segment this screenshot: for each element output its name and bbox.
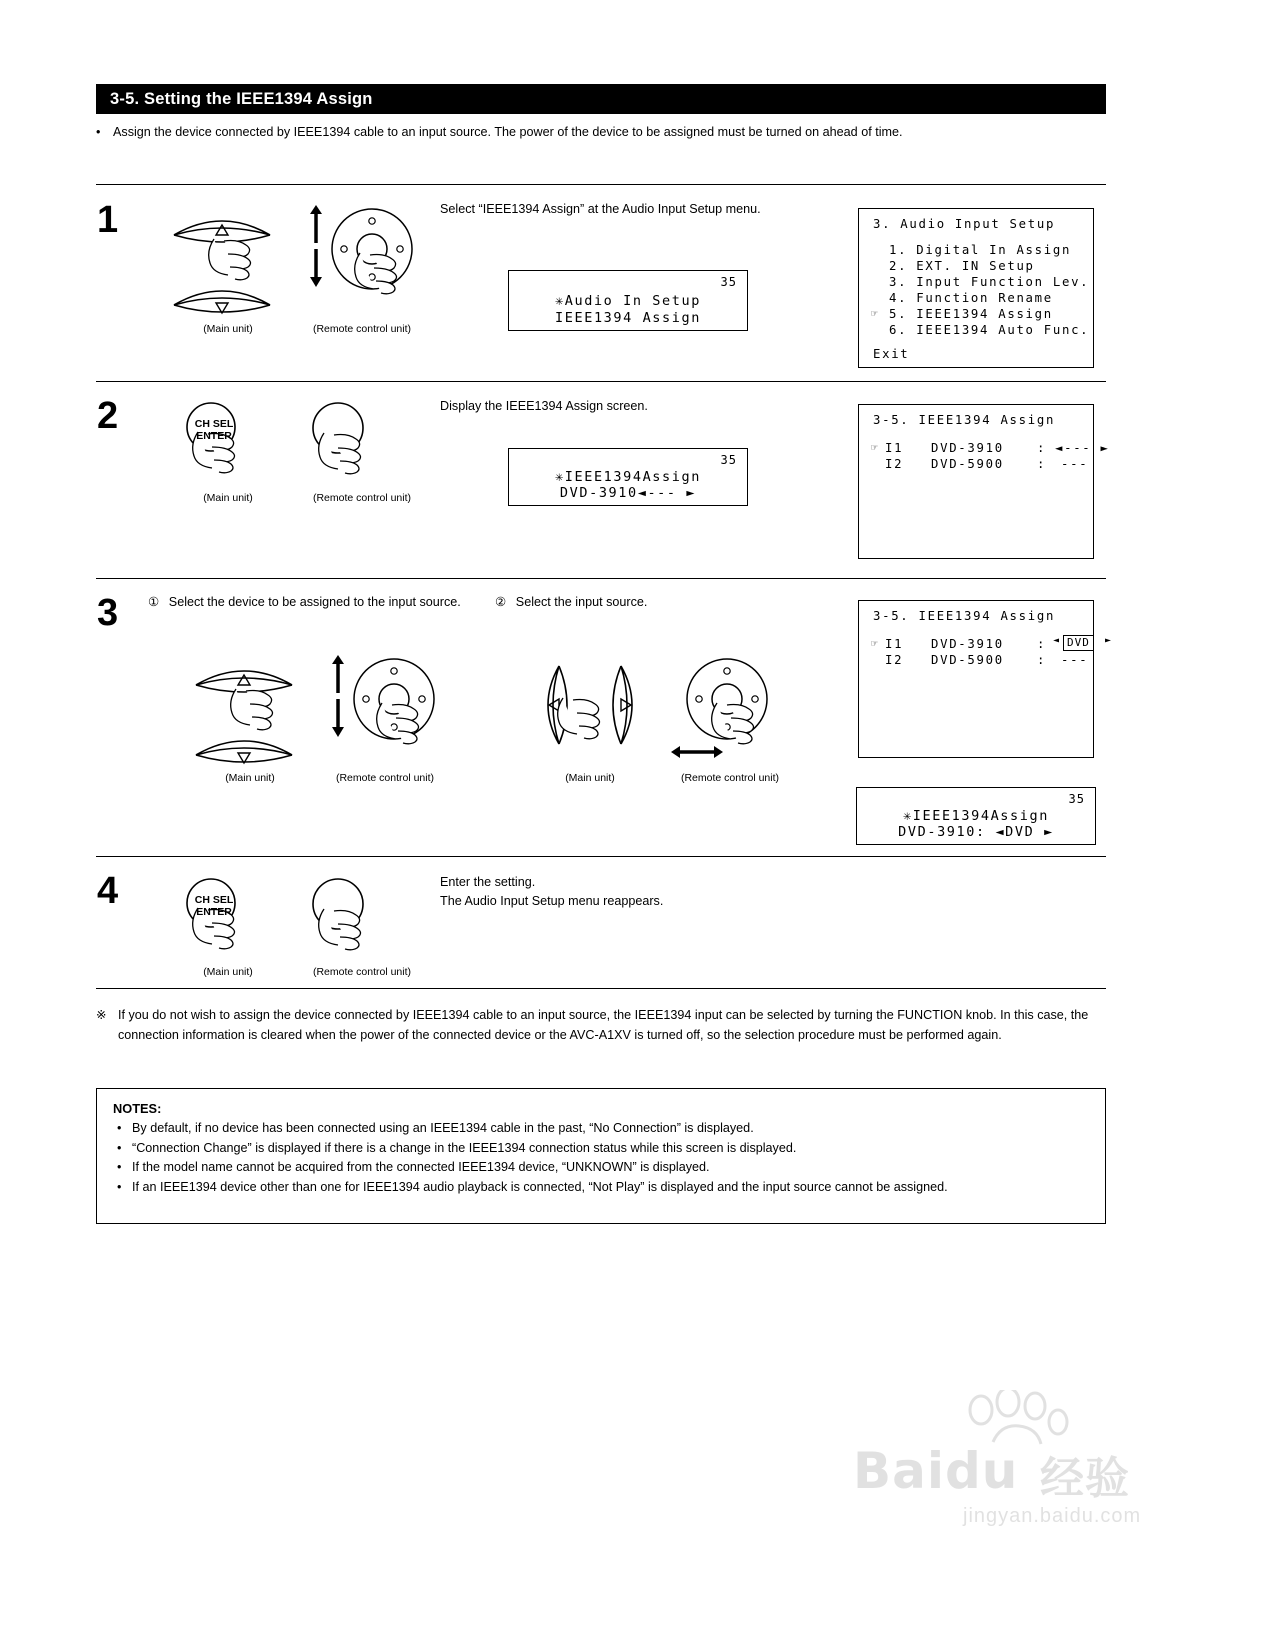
paw-print-icon	[963, 1390, 1083, 1450]
remote-unit-caption-4: (Remote control unit)	[312, 966, 412, 978]
enter-label-4: ENTER	[196, 906, 232, 918]
divider-step1	[96, 381, 1106, 382]
divider-step4	[96, 988, 1106, 989]
step-3-number: 3	[97, 592, 119, 634]
note-item: • If an IEEE1394 device other than one for IEEE1394 audio playback is connected, “Not Play” is displayed and the input source cannot be assigned.	[113, 1178, 1089, 1198]
osd-menu-item-ieee1394-auto-func[interactable]: 6. IEEE1394 Auto Func.	[889, 323, 1090, 337]
osd-row-left-arrow-step3[interactable]: ◄	[1053, 635, 1061, 646]
osd-ieee1394-assign-step3	[858, 600, 1113, 758]
osd-row-device-i1-step2: DVD-3910	[931, 441, 1004, 455]
lcd-line2-step1: IEEE1394 Assign	[555, 310, 701, 326]
step-2-instruction: Display the IEEE1394 Assign screen.	[440, 399, 648, 413]
osd-row-id-i2-step3: I2	[885, 653, 904, 667]
main-unit-updown-illustration-1	[168, 205, 288, 320]
step-3-sub1-text: Select the device to be assigned to the input source.	[168, 595, 461, 609]
lcd-display-step2	[508, 448, 748, 506]
osd-row-sep-i2-step2: :	[1037, 457, 1047, 471]
bullet-icon: •	[96, 125, 101, 139]
step-3-sub2-marker: ②	[495, 595, 507, 609]
step-4-number: 4	[97, 870, 119, 912]
main-unit-leftright-illustration-3	[535, 660, 645, 765]
main-unit-caption-2: (Main unit)	[203, 492, 253, 504]
lcd-page-number-2: 35	[720, 453, 737, 467]
step-3-sub2	[495, 593, 795, 611]
main-unit-caption-4: (Main unit)	[203, 966, 253, 978]
notes-list	[113, 1119, 1089, 1197]
remote-unit-caption-1: (Remote control unit)	[312, 323, 412, 335]
ch-sel-label-4: CH SEL	[194, 894, 234, 906]
lcd-page-number-3: 35	[1068, 792, 1085, 806]
note-item: • By default, if no device has been connected using an IEEE1394 cable in the past, “No Connection” is displayed.	[113, 1119, 1089, 1139]
step-3-sub2-text: Select the input source.	[515, 595, 648, 609]
step-3-sub1-marker: ①	[148, 595, 160, 609]
note-item: • “Connection Change” is displayed if there is a change in the IEEE1394 connection status while this screen is displayed.	[113, 1139, 1089, 1159]
section-title: 3-5. Setting the IEEE1394 Assign	[96, 84, 1106, 114]
osd-row-right-arrow-step3[interactable]: ►	[1105, 635, 1113, 646]
notes-box	[96, 1088, 1106, 1224]
watermark	[845, 1390, 1165, 1550]
osd-title-2: 3-5. IEEE1394 Assign	[873, 413, 1056, 427]
remote-unit-caption-3a: (Remote control unit)	[335, 772, 435, 784]
osd-row-id-i1-step3: I1	[885, 637, 904, 651]
remote-unit-updown-illustration-3	[322, 655, 447, 765]
intro-paragraph	[96, 124, 1116, 141]
intro-text: Assign the device connected by IEEE1394 cable to an input source. The power of the device to be assigned must be turned on ahead of time.	[113, 125, 903, 139]
lcd-line1-step1: ✳Audio In Setup	[555, 293, 701, 309]
osd-menu-item-input-function-lev[interactable]: 3. Input Function Lev.	[889, 275, 1090, 289]
lcd-line1-step2: ✳IEEE1394Assign	[555, 469, 701, 485]
watermark-cn-text: 经验	[1040, 1453, 1130, 1504]
osd-row-sep-i2-step3: :	[1037, 653, 1047, 667]
osd-title-3: 3-5. IEEE1394 Assign	[873, 609, 1056, 623]
lcd-line1-step3: ✳IEEE1394Assign	[903, 808, 1049, 824]
ch-sel-label-2: CH SEL	[194, 418, 234, 430]
osd-row-device-i1-step3: DVD-3910	[931, 637, 1004, 651]
lcd-display-step3	[856, 787, 1096, 845]
step-4-instruction-line1: Enter the setting.	[440, 875, 536, 889]
main-unit-caption-1: (Main unit)	[203, 323, 253, 335]
footnote-mark-icon: ※	[96, 1008, 107, 1022]
osd-audio-input-setup	[858, 208, 1094, 368]
osd-ieee1394-assign-step2	[858, 404, 1110, 559]
osd-menu-item-function-rename[interactable]: 4. Function Rename	[889, 291, 1053, 305]
osd-exit-item-1[interactable]: Exit	[873, 347, 910, 361]
footnote	[96, 1005, 1116, 1045]
step-1-number: 1	[97, 199, 119, 241]
osd-row-id-i2-step2: I2	[885, 457, 904, 471]
lcd-display-step1	[508, 270, 748, 331]
osd-row-device-i2-step2: DVD-5900	[931, 457, 1004, 471]
remote-unit-caption-2: (Remote control unit)	[312, 492, 412, 504]
osd-cursor-icon-1: ☞	[871, 307, 880, 320]
osd-row-device-i2-step3: DVD-5900	[931, 653, 1004, 667]
remote-unit-enter-illustration-4	[300, 878, 410, 968]
osd-menu-item-ext-in-setup[interactable]: 2. EXT. IN Setup	[889, 259, 1035, 273]
lcd-page-number-1: 35	[720, 275, 737, 289]
osd-row-sep-i1-step3: :	[1037, 637, 1047, 651]
lcd-line2-step2: DVD-3910◄--- ►	[559, 485, 697, 501]
main-unit-caption-3a: (Main unit)	[225, 772, 275, 784]
lcd-line2-step3: DVD-3910: ◄DVD ►	[898, 824, 1054, 840]
step-4-instruction-line2: The Audio Input Setup menu reappears.	[440, 894, 664, 908]
enter-label-2: ENTER	[196, 430, 232, 442]
osd-menu-item-digital-in-assign[interactable]: 1. Digital In Assign	[889, 243, 1072, 257]
osd-row-value-i1-step3[interactable]: DVD	[1063, 635, 1094, 651]
osd-cursor-icon-2: ☞	[871, 441, 880, 454]
step-3-sub1	[148, 593, 478, 611]
watermark-subtext: jingyan.baidu.com	[963, 1505, 1142, 1527]
main-unit-chsel-enter-illustration-4	[178, 878, 288, 968]
watermark-text: Baidu	[853, 1442, 1019, 1500]
footnote-text: If you do not wish to assign the device connected by IEEE1394 cable to an input source, the IEEE1394 input can be selected by turning the FUNCTION knob. In this case, the connection information is cleared when the power of the connected device or the AVC-A1XV is turned off, so the selection procedure must be performed again.	[118, 1008, 1089, 1042]
osd-row-id-i1-step2: I1	[885, 441, 904, 455]
main-unit-chsel-enter-illustration-2	[178, 402, 288, 492]
main-unit-updown-illustration-3	[190, 655, 310, 770]
notes-title: NOTES:	[113, 1101, 162, 1116]
main-unit-caption-3b: (Main unit)	[565, 772, 615, 784]
osd-cursor-icon-3: ☞	[871, 637, 880, 650]
osd-row-value-i2-step3[interactable]: ---	[1061, 653, 1089, 667]
osd-row-value-i1-step2[interactable]: ◄--- ►	[1055, 441, 1110, 455]
divider-step3	[96, 856, 1106, 857]
divider-step2	[96, 578, 1106, 579]
remote-unit-updown-illustration-1	[300, 205, 425, 315]
osd-row-sep-i1-step2: :	[1037, 441, 1047, 455]
note-item: • If the model name cannot be acquired from the connected IEEE1394 device, “UNKNOWN” is displayed.	[113, 1158, 1089, 1178]
remote-unit-enter-illustration-2	[300, 402, 410, 492]
divider-top	[96, 184, 1106, 185]
osd-title-1: 3. Audio Input Setup	[873, 217, 1056, 231]
osd-menu-item-ieee1394-assign[interactable]: 5. IEEE1394 Assign	[889, 307, 1053, 321]
osd-row-value-i2-step2[interactable]: ---	[1061, 457, 1089, 471]
step-2-number: 2	[97, 395, 119, 437]
step-1-instruction: Select “IEEE1394 Assign” at the Audio Input Setup menu.	[440, 202, 761, 216]
remote-unit-leftright-illustration-3	[665, 655, 790, 765]
remote-unit-caption-3b: (Remote control unit)	[680, 772, 780, 784]
